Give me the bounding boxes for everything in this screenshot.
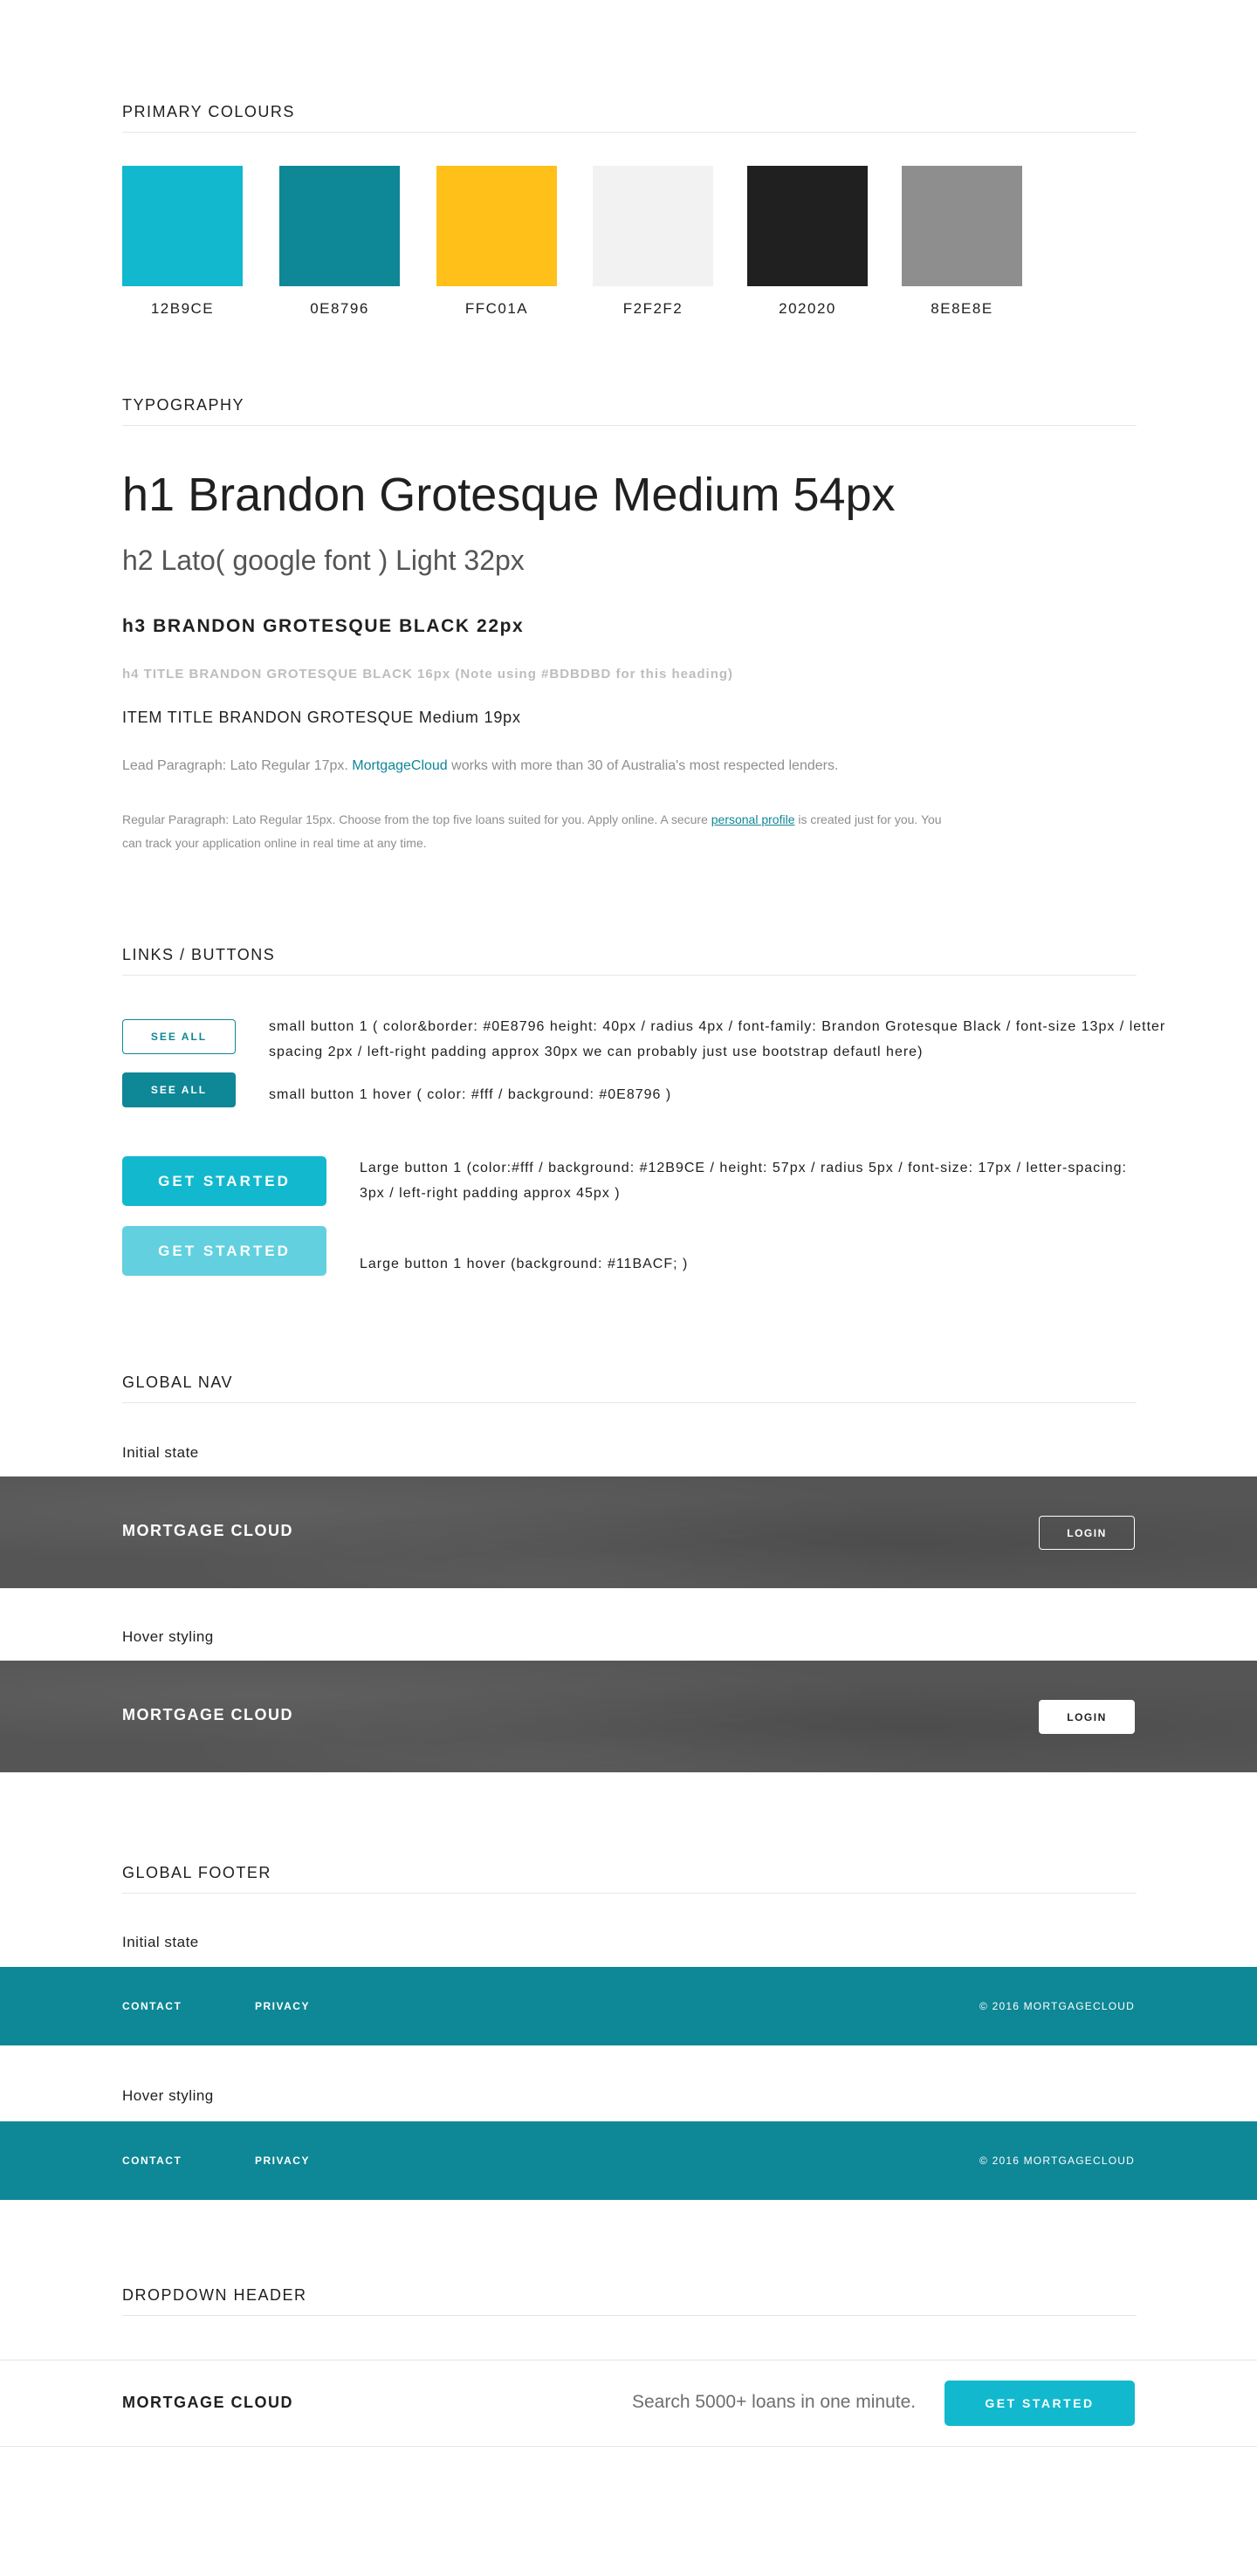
regular-text-after: is created just for you. You can track your application online in real time at any time. [122,812,942,850]
nav-brand-logo[interactable]: MORTGAGE CLOUD [122,1706,293,1723]
global-footer-heading: GLOBAL FOOTER [122,1864,1137,1894]
personal-profile-link[interactable]: personal profile [711,812,795,826]
typography-heading: TYPOGRAPHY [122,396,1137,426]
large-button-hover-description: Large button 1 hover (background: #11BACF; ) [360,1257,689,1271]
footer-copyright: © 2016 MORTGAGECLOUD [979,2000,1135,2012]
dropdown-header-heading: DROPDOWN HEADER [122,2286,1137,2316]
global-footer-hover [0,2121,1257,2200]
footer-contact-link[interactable]: CONTACT [122,2155,182,2167]
small-button-hover-description: small button 1 hover ( color: #fff / background: #0E8796 ) [269,1087,672,1102]
dropdown-header-bar [0,2360,1257,2447]
dropdown-get-started-button[interactable]: GET STARTED [944,2381,1135,2426]
nav-hover-state-label: Hover styling [122,1628,214,1645]
primary-colours-heading: PRIMARY COLOURS [122,103,1137,133]
small-button-description: small button 1 ( color&border: #0E8796 height: 40px / radius 4px / font-family: Brandon Grotesque Black / font-size 13px / letter spacing 2px / left-right padding approx 30px we can probably just use bootstrap defautl here) [269,1019,1166,1059]
get-started-button[interactable]: GET STARTED [122,1156,326,1206]
lead-text-before: Lead Paragraph: Lato Regular 17px. [122,758,353,773]
swatch-ffc01a [436,166,557,286]
swatch-f2f2f2 [593,166,713,286]
global-nav-initial [0,1476,1257,1588]
global-nav-heading: GLOBAL NAV [122,1374,1137,1403]
swatch-12b9ce [122,166,243,286]
swatch-label: F2F2F2 [622,300,683,317]
swatch-8e8e8e [902,166,1022,286]
footer-hover-state-label: Hover styling [122,2087,214,2104]
dropdown-brand-logo[interactable]: MORTGAGE CLOUD [122,2394,293,2411]
links-buttons-heading: LINKS / BUTTONS [122,946,1137,976]
footer-copyright: © 2016 MORTGAGECLOUD [979,2155,1135,2167]
large-button-description: Large button 1 (color:#fff / background: #12B9CE / height: 57px / radius 5px / font-size: 17px / letter-spacing: 3px / left-right padding approx 45px ) [360,1161,1127,1201]
global-footer-initial [0,1967,1257,2045]
swatch-202020 [747,166,868,286]
login-button-hover[interactable]: LOGIN [1039,1700,1135,1734]
see-all-button[interactable]: SEE ALL [122,1019,236,1054]
footer-initial-state-label: Initial state [122,1934,199,1950]
lead-text-after: works with more than 30 of Australia's most respected lenders. [447,758,839,773]
see-all-button-hover[interactable]: SEE ALL [122,1072,236,1107]
item-title-sample: ITEM TITLE BRANDON GROTESQUE Medium 19px [122,709,521,726]
nav-brand-logo[interactable]: MORTGAGE CLOUD [122,1522,293,1539]
swatch-label: 12B9CE [150,300,215,317]
swatch-label: 8E8E8E [931,300,993,317]
swatch-label: 202020 [779,300,836,317]
regular-text-before: Regular Paragraph: Lato Regular 15px. Choose from the top five loans suited for you. Apply online. A secure [122,812,711,826]
login-button[interactable]: LOGIN [1039,1516,1135,1550]
swatch-0e8796 [279,166,400,286]
global-nav-hover [0,1661,1257,1772]
dropdown-tagline: Search 5000+ loans in one minute. [632,2392,917,2412]
h2-sample: h2 Lato( google font ) Light 32px [122,545,525,576]
swatch-label: 0E8796 [310,300,369,317]
regular-paragraph [122,808,943,855]
h4-sample: h4 TITLE BRANDON GROTESQUE BLACK 16px (Note using #BDBDBD for this heading) [122,667,734,682]
lead-paragraph [122,758,838,774]
swatch-label: FFC01A [464,300,529,317]
h1-sample: h1 Brandon Grotesque Medium 54px [122,469,896,521]
h3-sample: h3 BRANDON GROTESQUE BLACK 22px [122,616,525,636]
footer-contact-link[interactable]: CONTACT [122,2000,182,2012]
get-started-button-hover[interactable]: GET STARTED [122,1226,326,1276]
mortgagecloud-link[interactable]: MortgageCloud [352,758,448,773]
nav-initial-state-label: Initial state [122,1444,199,1461]
footer-privacy-link[interactable]: PRIVACY [255,2000,310,2012]
footer-privacy-link[interactable]: PRIVACY [255,2155,310,2167]
